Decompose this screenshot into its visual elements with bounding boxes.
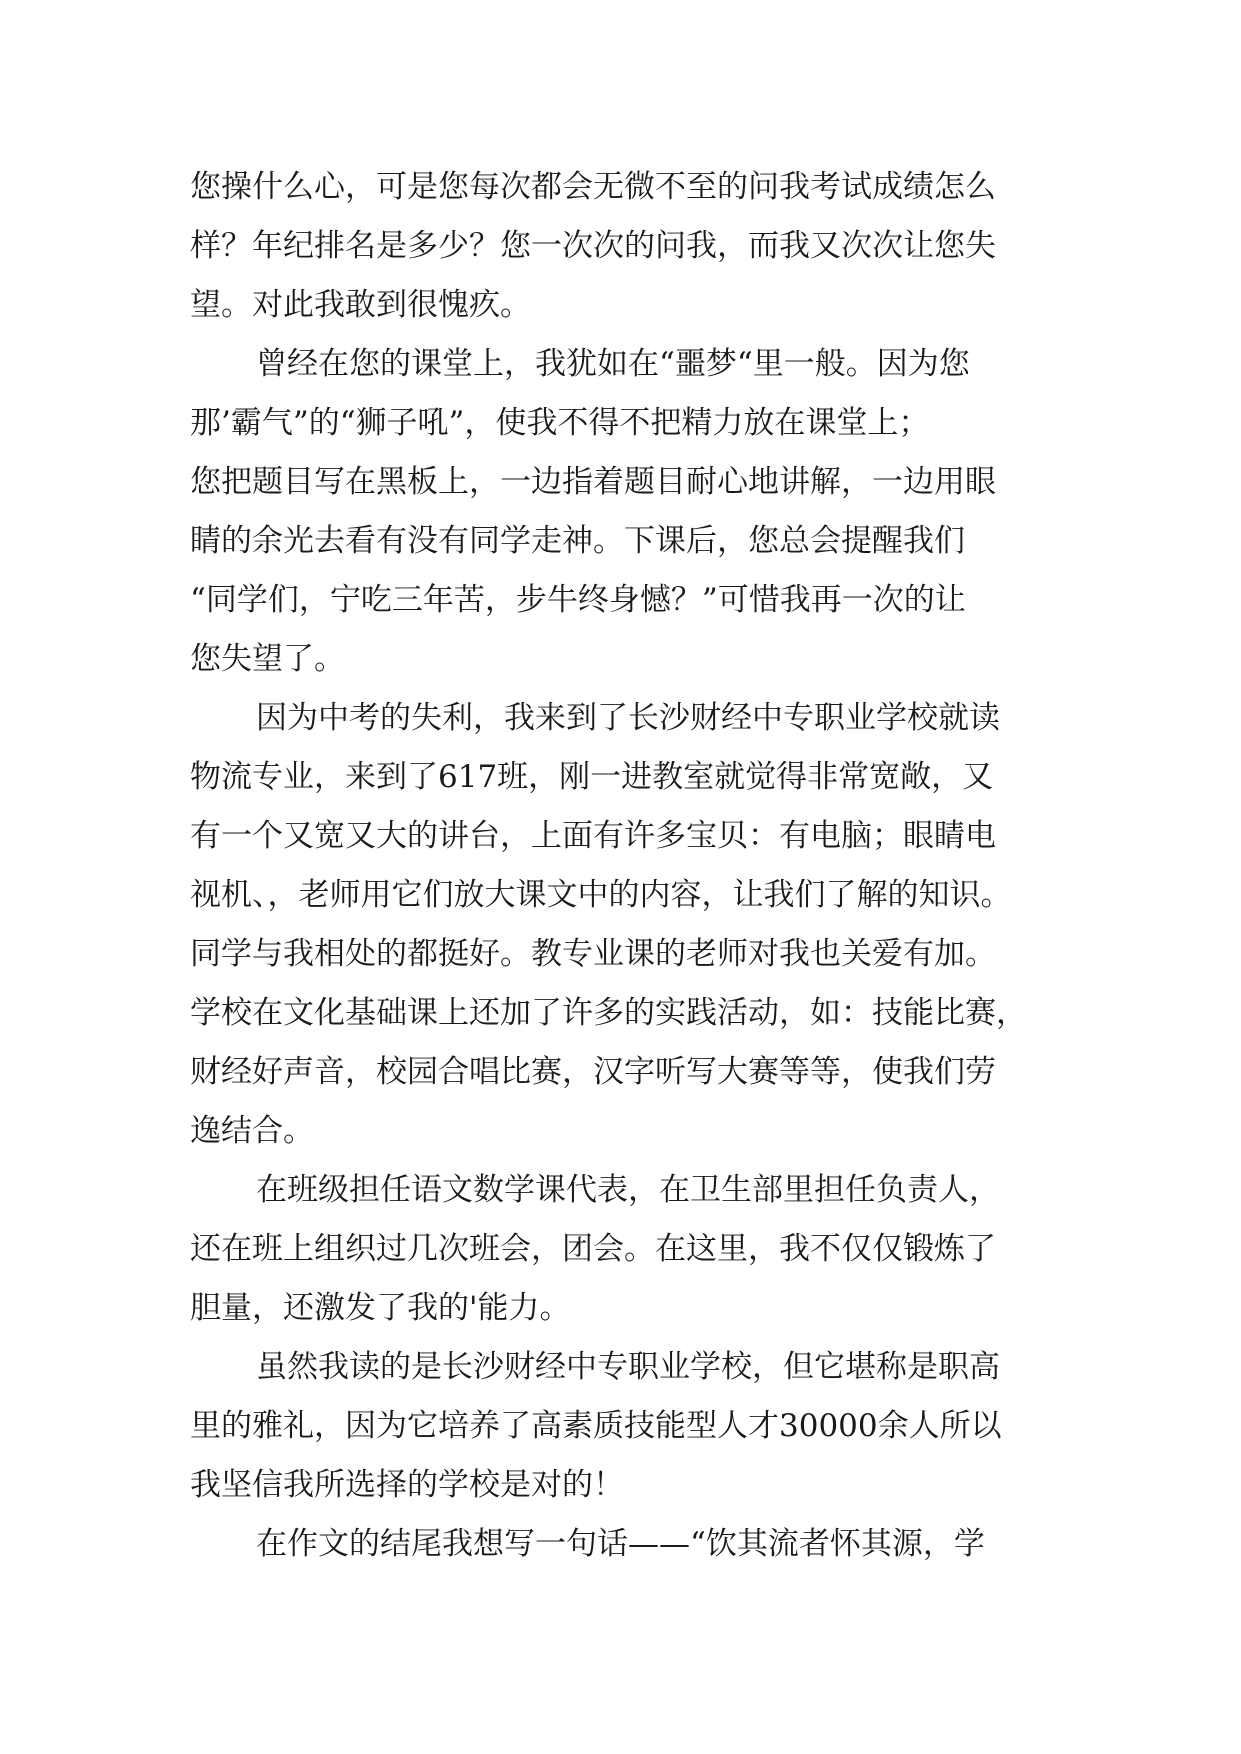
text-line: 那’霸气”的“狮子吼”，使我不得不把精力放在课堂上；	[190, 405, 930, 441]
text-line: 您把题目写在黑板上，一边指着题目耐心地讲解，一边用眼	[190, 464, 996, 500]
text-line: 还在班上组织过几次班会，团会。在这里，我不仅仅锻炼了	[190, 1231, 996, 1267]
text-line: 逸结合。	[190, 1113, 314, 1149]
text-line: 胆量，还激发了我的'能力。	[190, 1290, 571, 1326]
text-line: 有一个又宽又大的讲台，上面有许多宝贝：有电脑；眼睛电	[190, 818, 996, 854]
document-body	[190, 158, 1070, 1574]
paragraph-start-line: 曾经在您的课堂上，我犹如在“噩梦“里一般。因为您	[256, 346, 970, 382]
text-line: 您失望了。	[190, 641, 345, 677]
paragraph-start-line: 虽然我读的是长沙财经中专职业学校，但它堪称是职高	[256, 1349, 1000, 1385]
text-line: 您操什么心，可是您每次都会无微不至的问我考试成绩怎么	[190, 169, 996, 205]
text-line: 睛的余光去看有没有同学走神。下课后，您总会提醒我们	[190, 523, 965, 559]
text-line: 财经好声音，校园合唱比赛，汉字听写大赛等等，使我们劳	[190, 1054, 996, 1090]
text-line: 学校在文化基础课上还加了许多的实践活动，如：技能比赛，	[190, 995, 1027, 1031]
paragraph-start-line: 在作文的结尾我想写一句话——“饮其流者怀其源，学	[256, 1526, 985, 1562]
text-line: 样？年纪排名是多少？您一次次的问我，而我又次次让您失	[190, 228, 996, 264]
text-line: 里的雅礼，因为它培养了高素质技能型人才30000余人所以	[190, 1408, 1002, 1444]
text-line: 望。对此我敢到很愧疚。	[190, 287, 531, 323]
paragraph-start-line: 在班级担任语文数学课代表，在卫生部里担任负责人，	[256, 1172, 1000, 1208]
text-line: 物流专业，来到了617班，刚一进教室就觉得非常宽敞，又	[190, 759, 994, 795]
text-line: 同学与我相处的都挺好。教专业课的老师对我也关爱有加。	[190, 936, 996, 972]
text-line: 视机、，老师用它们放大课文中的内容，让我们了解的知识。	[190, 877, 1012, 913]
text-line: “同学们，宁吃三年苦，步牛终身憾？”可惜我再一次的让	[190, 582, 966, 618]
text-line: 我坚信我所选择的学校是对的！	[190, 1467, 624, 1503]
paragraph-start-line: 因为中考的失利，我来到了长沙财经中专职业学校就读	[256, 700, 1000, 736]
